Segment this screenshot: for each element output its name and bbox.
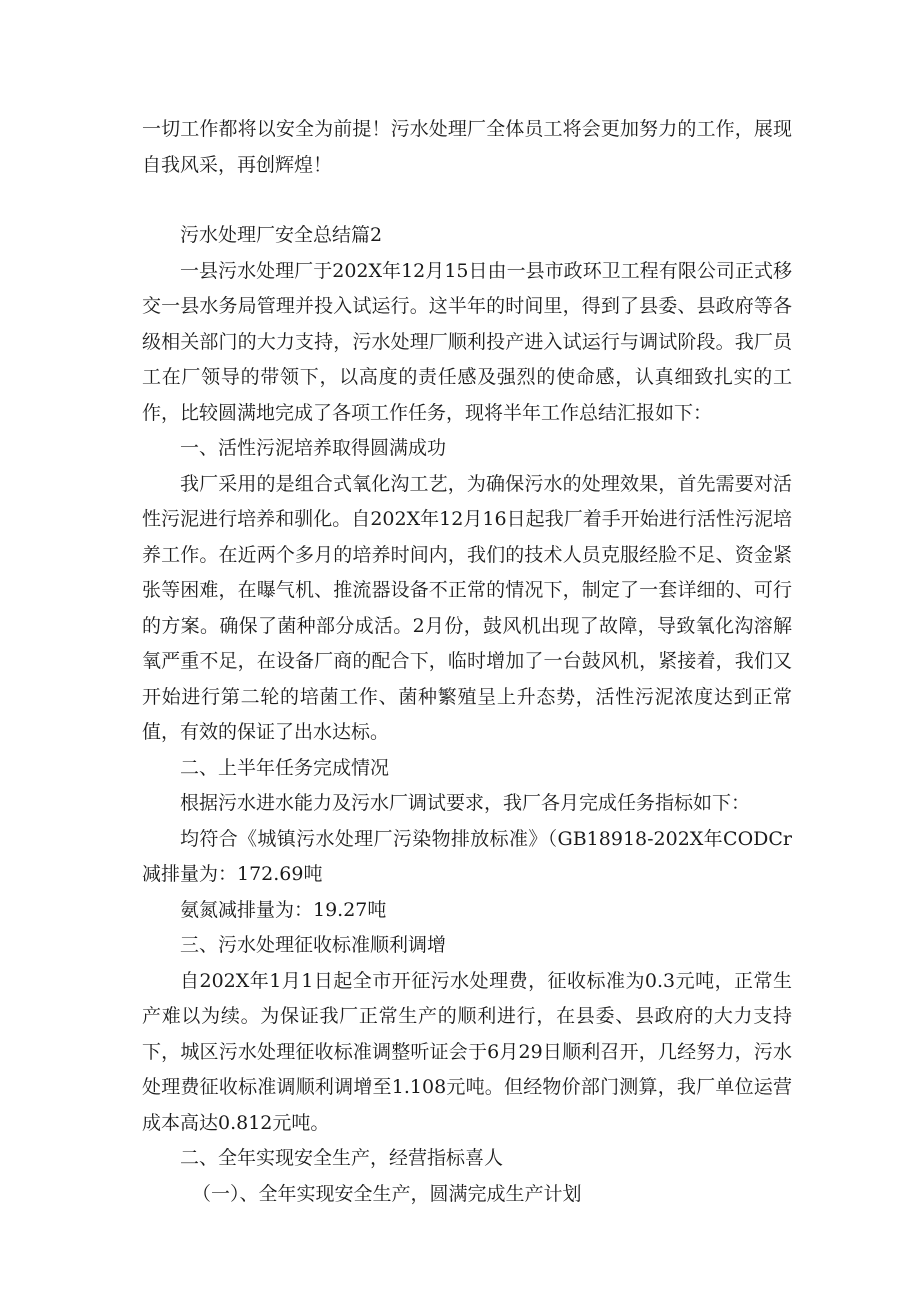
heading-fee: 三、污水处理征收标准顺利调增 <box>180 934 447 956</box>
tasks-paragraph: 根据污水进水能力及污水厂调试要求，我厂各月完成任务指标如下： <box>180 792 751 814</box>
section-title: 污水处理厂安全总结篇2 <box>180 224 383 246</box>
overview-paragraph: 一县污水处理厂于202X年12月15日由一县市政环卫工程有限公司正式移交一县水务局管理并投入试运行。这半年的时间里，得到了县委、县政府等各级相关部门的大力支持，污水处理厂顺利投产进入试运行与调试阶段。我厂员工在厂领导的带领下，以高度的责任感及强烈的使命感，认真细致扎实的工作，比较圆满地完成了各项工作任务，现将半年工作总结汇报如下： <box>142 259 792 424</box>
intro-paragraph: 一切工作都将以安全为前提！污水处理厂全体员工将会更加努力的工作，展现自我风采，再创辉煌！ <box>142 118 792 176</box>
heading-safety-sub: （一）、全年实现安全生产，圆满完成生产计划 <box>192 1182 582 1205</box>
standard-paragraph: 均符合《城镇污水处理厂污染物排放标准》（GB18918-202X年CODCr减排量为：172.69吨 <box>142 827 792 885</box>
ammonia-paragraph: 氨氮减排量为：19.27吨 <box>180 898 387 921</box>
heading-tasks: 二、上半年任务完成情况 <box>180 756 390 779</box>
heading-sludge: 一、活性污泥培养取得圆满成功 <box>180 437 447 459</box>
paragraph-spacer <box>142 183 792 218</box>
sludge-paragraph: 我厂采用的是组合式氧化沟工艺，为确保污水的处理效果，首先需要对活性污泥进行培养和驯化。自202X年12月16日起我厂着手开始进行活性污泥培养工作。在近两个多月的培养时间内，我们的技术人员克服经脸不足、资金紧张等困难，在曝气机、推流器设备不正常的情况下，制定了一套详细的、可行的方案。确保了菌种部分成活。2月份，鼓风机出现了故障，导致氧化沟溶解氧严重不足，在设备厂商的配合下，临时增加了一台鼓风机，紧接着，我们又开始进行第二轮的培菌工作、菌种繁殖呈上升态势，活性污泥浓度达到正常值，有效的保证了出水达标。 <box>142 472 792 743</box>
heading-safety: 二、全年实现安全生产，经营指标喜人 <box>180 1147 504 1169</box>
fee-paragraph: 自202X年1月1日起全市开征污水处理费，征收标准为0.3元吨，正常生产难以为续。为保证我厂正常生产的顺利进行，在县委、县政府的大力支持下，城区污水处理征收标准调整听证会于6月29日顺利召开，几经努力，污水处理费征收标准调顺利调增至1.108元吨。但经物价部门测算，我厂单位运营成本高达0.812元吨。 <box>142 969 792 1134</box>
document-body <box>142 112 792 1212</box>
